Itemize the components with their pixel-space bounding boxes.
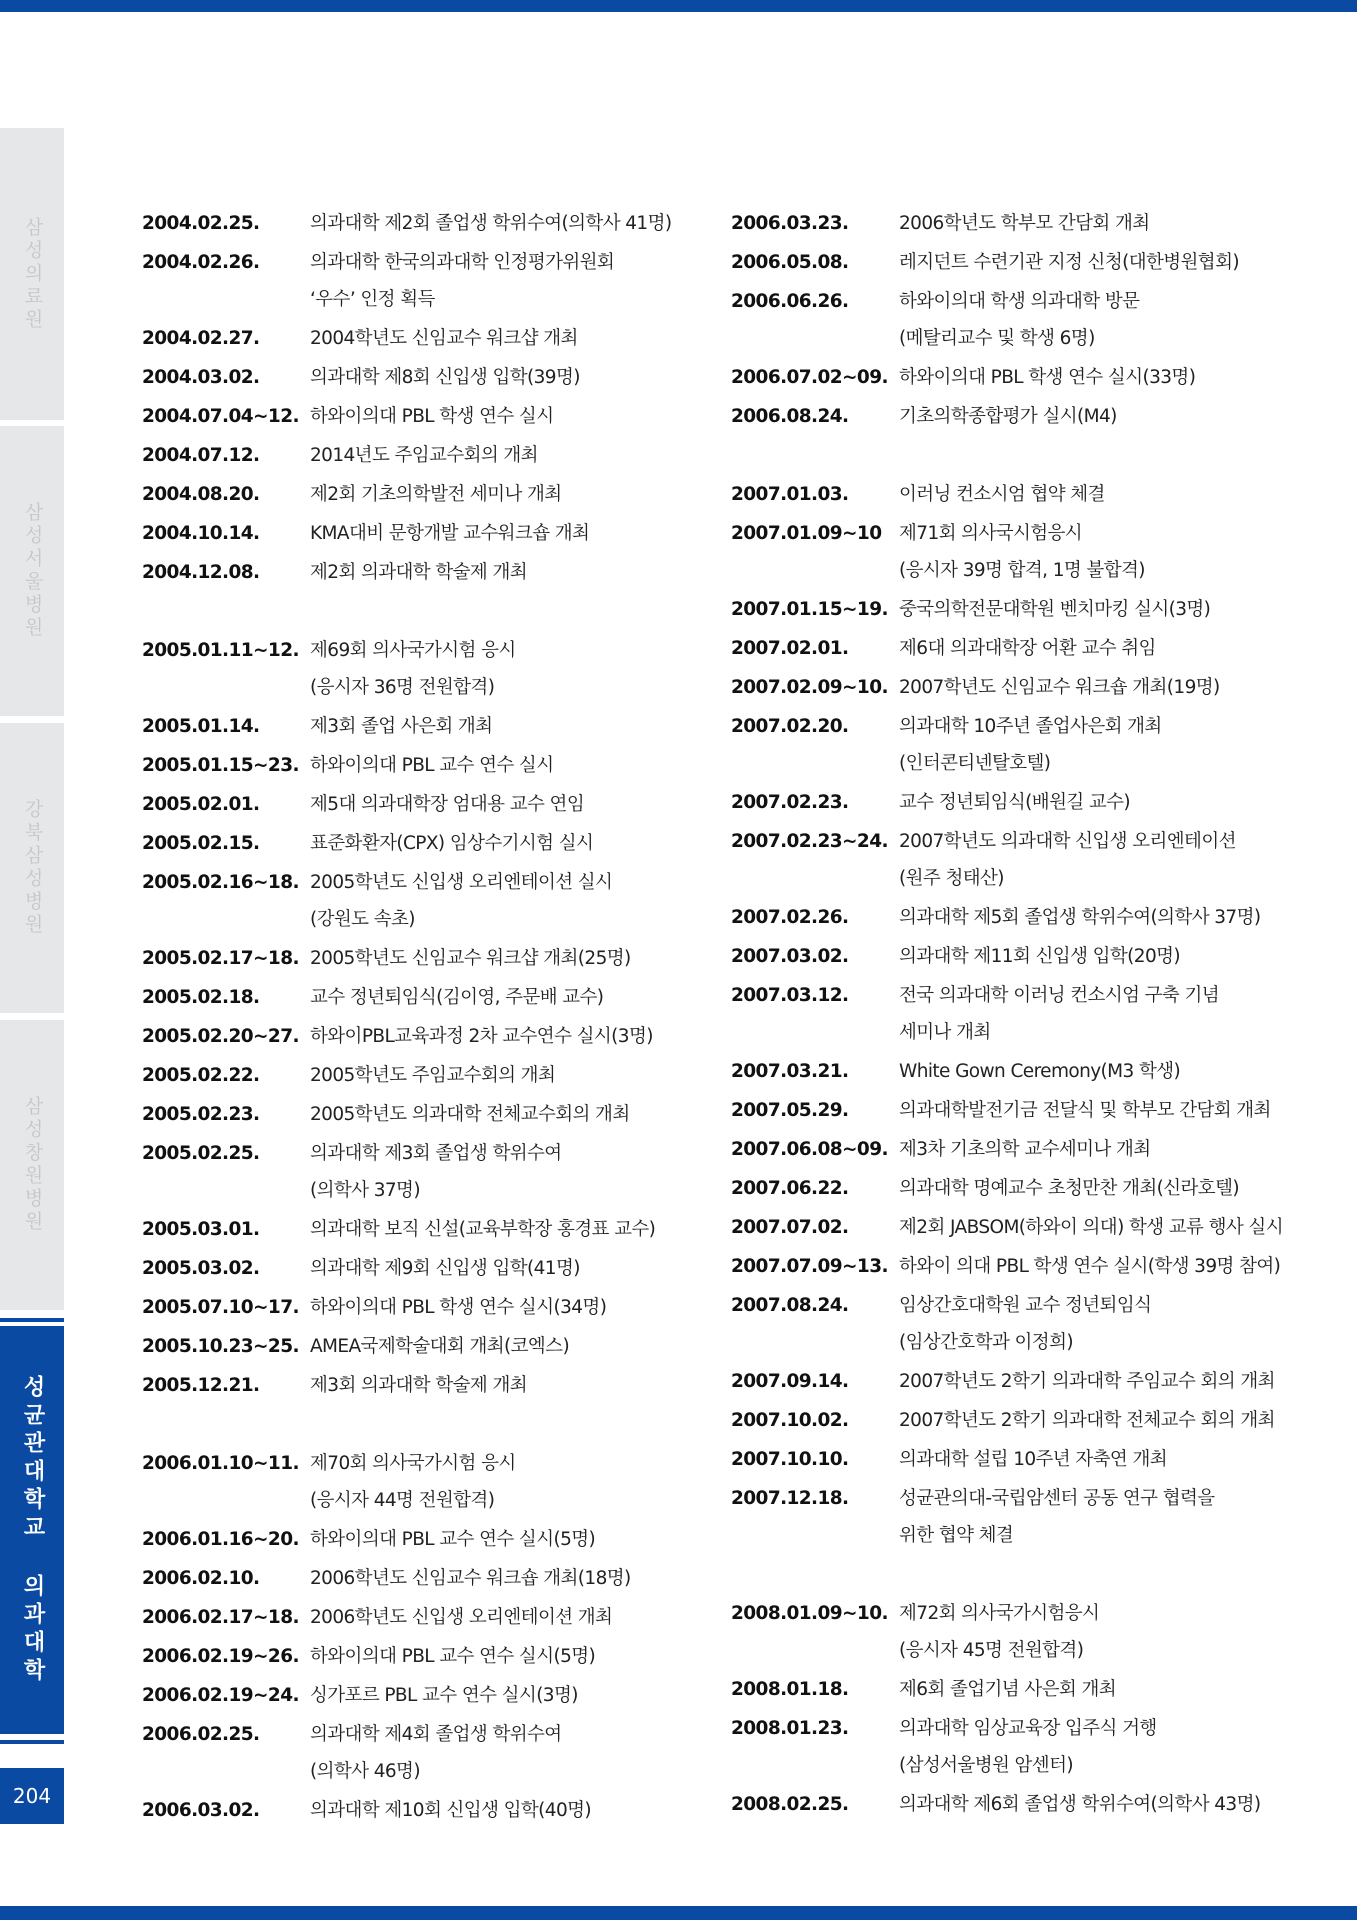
entry-description-line: 싱가포르 PBL 교수 연수 실시(3명) — [310, 1685, 578, 1706]
entry-date: 2005.02.22. — [142, 1065, 260, 1086]
entry-description-line: 2007학년도 신임교수 워크숍 개최(19명) — [899, 677, 1220, 698]
entry-date: 2005.01.14. — [142, 716, 260, 737]
entry-date: 2007.12.18. — [731, 1488, 849, 1509]
entry-description — [310, 398, 553, 435]
timeline-entry — [142, 1289, 712, 1326]
timeline-entry — [142, 244, 712, 318]
entry-description-line: 제6대 의과대학장 어환 교수 취임 — [899, 638, 1156, 659]
timeline-entry — [731, 977, 1301, 1051]
timeline-entry — [731, 1248, 1301, 1285]
active-tab-top-rule — [0, 1318, 64, 1322]
timeline-entry — [731, 1131, 1301, 1168]
entry-description-line: 제2회 JABSOM(하와이 의대) 학생 교류 행사 실시 — [899, 1217, 1283, 1238]
entry-date: 2007.07.09~13. — [731, 1256, 888, 1277]
entry-description — [899, 398, 1117, 435]
entry-description-line: KMA대비 문항개발 교수워크숍 개최 — [310, 523, 590, 544]
entry-date: 2005.12.21. — [142, 1375, 260, 1396]
entry-description — [899, 1441, 1167, 1478]
entry-description — [310, 244, 614, 318]
entry-description-line: 의과대학 제8회 신입생 입학(39명) — [310, 367, 580, 388]
entry-description-line: 교수 정년퇴임식(배원길 교수) — [899, 792, 1131, 813]
entry-date: 2008.02.25. — [731, 1794, 849, 1815]
entry-description-line: 의과대학발전기금 전달식 및 학부모 간담회 개최 — [899, 1100, 1271, 1121]
entry-description — [310, 554, 527, 591]
entry-description — [899, 899, 1260, 936]
timeline-entry — [731, 398, 1301, 435]
entry-description-line: AMEA국제학술대회 개최(코엑스) — [310, 1336, 570, 1357]
entry-description — [310, 1018, 653, 1055]
timeline-entry — [731, 708, 1301, 782]
entry-description-line: 의과대학 명예교수 초청만찬 개최(신라호텔) — [899, 1178, 1239, 1199]
entry-description-line: 하와이의대 PBL 교수 연수 실시 — [310, 755, 554, 776]
entry-description-line: 성균관의대-국립암센터 공동 연구 협력을 — [899, 1488, 1215, 1509]
entry-description-line: 의과대학 임상교육장 입주식 거행 — [899, 1718, 1157, 1739]
timeline-entry — [731, 244, 1301, 281]
entry-date: 2006.02.19~26. — [142, 1646, 299, 1667]
entry-date: 2004.02.25. — [142, 213, 260, 234]
entry-description-line: 임상간호대학원 교수 정년퇴임식 — [899, 1295, 1152, 1316]
entry-description — [899, 1170, 1239, 1207]
entry-description-line: 의과대학 제9회 신입생 입학(41명) — [310, 1258, 580, 1279]
entry-description — [899, 977, 1219, 1051]
timeline-entry — [142, 708, 712, 745]
timeline-entry — [731, 1595, 1301, 1669]
timeline-entry — [731, 938, 1301, 975]
timeline-entry — [142, 398, 712, 435]
timeline-entry — [731, 515, 1301, 589]
top-accent-bar — [0, 0, 1357, 12]
entry-description-line: (의학사 46명) — [310, 1761, 420, 1782]
entry-description-line: 2004학년도 신임교수 워크샵 개최 — [310, 328, 578, 349]
entry-description-line: 제2회 의과대학 학술제 개최 — [310, 562, 527, 583]
sidebar-tab-samsung-medical-center[interactable] — [0, 128, 64, 420]
entry-description-line: 2007학년도 2학기 의과대학 주임교수 회의 개최 — [899, 1371, 1275, 1392]
entry-description-line: 제6회 졸업기념 사은회 개최 — [899, 1679, 1116, 1700]
timeline-entry — [142, 632, 712, 706]
entry-description-line: 의과대학 제5회 졸업생 학위수여(의학사 37명) — [899, 907, 1261, 928]
entry-description-line: 2006학년도 신입생 오리엔테이션 개최 — [310, 1607, 613, 1628]
entry-description — [899, 205, 1150, 242]
entry-description — [310, 205, 671, 242]
entry-description — [899, 1209, 1283, 1246]
sidebar-tab-label: 삼성창원병원 — [21, 1096, 44, 1234]
entry-description-line: 제71회 의사국시험응시 — [899, 523, 1083, 544]
entry-description-line: 제2회 기초의학발전 세미나 개최 — [310, 484, 562, 505]
entry-description — [899, 244, 1239, 281]
entry-description — [899, 1053, 1180, 1090]
timeline-entry — [731, 1402, 1301, 1439]
entry-date: 2004.08.20. — [142, 484, 260, 505]
section-gap — [142, 1406, 712, 1445]
entry-description-line: 기초의학종합평가 실시(M4) — [899, 406, 1117, 427]
entry-description — [899, 591, 1210, 628]
entry-date: 2007.01.09~10 — [731, 523, 882, 544]
entry-description-line: (메탈리교수 및 학생 6명) — [899, 328, 1095, 349]
entry-description-line: 하와이의대 PBL 교수 연수 실시(5명) — [310, 1646, 596, 1667]
entry-description-line: 2007학년도 2학기 의과대학 전체교수 회의 개최 — [899, 1410, 1275, 1431]
entry-date: 2005.02.23. — [142, 1104, 260, 1125]
timeline-entry — [142, 1599, 712, 1636]
entry-date: 2005.02.18. — [142, 987, 260, 1008]
entry-description — [899, 1248, 1280, 1285]
entry-description-line: (응시자 44명 전원합격) — [310, 1490, 495, 1511]
entry-description-line: 중국의학전문대학원 벤치마킹 실시(3명) — [899, 599, 1211, 620]
entry-description — [310, 359, 580, 396]
entry-date: 2006.01.16~20. — [142, 1529, 299, 1550]
timeline-right-column — [731, 205, 1301, 1825]
entry-description — [899, 1363, 1275, 1400]
entry-description-line: 제3회 졸업 사은회 개최 — [310, 716, 493, 737]
timeline-entry — [142, 359, 712, 396]
entry-description-line: 하와이PBL교육과정 2차 교수연수 실시(3명) — [310, 1026, 653, 1047]
timeline-entry — [142, 747, 712, 784]
entry-description — [899, 823, 1236, 897]
entry-date: 2007.03.21. — [731, 1061, 849, 1082]
entry-description — [310, 1677, 578, 1714]
entry-date: 2006.08.24. — [731, 406, 849, 427]
sidebar-tab-samsung-changwon-hospital[interactable] — [0, 1020, 64, 1310]
timeline-entry — [142, 320, 712, 357]
entry-date: 2006.03.23. — [731, 213, 849, 234]
timeline-entry — [731, 1209, 1301, 1246]
timeline-entry — [142, 476, 712, 513]
entry-description-line: 전국 의과대학 이러닝 컨소시엄 구축 기념 — [899, 985, 1220, 1006]
entry-description-line: 2006학년도 신임교수 워크숍 개최(18명) — [310, 1568, 631, 1589]
entry-date: 2004.10.14. — [142, 523, 260, 544]
timeline-entry — [731, 1092, 1301, 1129]
entry-date: 2005.03.02. — [142, 1258, 260, 1279]
timeline-entry — [731, 1363, 1301, 1400]
timeline-entry — [731, 669, 1301, 706]
timeline-entry — [731, 630, 1301, 667]
entry-date: 2006.02.25. — [142, 1724, 260, 1745]
timeline-entry — [142, 940, 712, 977]
timeline-entry — [142, 1638, 712, 1675]
timeline-entry — [142, 1560, 712, 1597]
timeline-entry — [731, 283, 1301, 357]
entry-date: 2008.01.23. — [731, 1718, 849, 1739]
entry-description — [310, 940, 631, 977]
entry-date: 2006.05.08. — [731, 252, 849, 273]
timeline-entry — [142, 1135, 712, 1209]
entry-description — [310, 1096, 630, 1133]
sidebar-tab-skku-medicine[interactable] — [0, 1326, 64, 1734]
timeline-entry — [142, 1792, 712, 1829]
timeline-entry — [142, 1328, 712, 1365]
timeline-entry — [731, 1287, 1301, 1361]
sidebar-tab-samsung-seoul-hospital[interactable] — [0, 426, 64, 716]
entry-description — [310, 1599, 612, 1636]
entry-description-line: 의과대학 제6회 졸업생 학위수여(의학사 43명) — [899, 1794, 1261, 1815]
entry-description-line: 세미나 개최 — [899, 1022, 991, 1043]
entry-description-line: (임상간호학과 이정희) — [899, 1332, 1073, 1353]
entry-date: 2007.02.20. — [731, 716, 849, 737]
entry-date: 2006.02.19~24. — [142, 1685, 299, 1706]
entry-date: 2007.02.26. — [731, 907, 849, 928]
timeline-entry — [142, 1096, 712, 1133]
entry-description — [310, 437, 538, 474]
entry-description — [899, 1671, 1116, 1708]
entry-description — [310, 476, 562, 513]
timeline-entry — [731, 205, 1301, 242]
entry-date: 2007.08.24. — [731, 1295, 849, 1316]
bottom-accent-bar — [0, 1906, 1357, 1920]
entry-description — [310, 1135, 562, 1209]
timeline-entry — [142, 1716, 712, 1790]
timeline-entry — [731, 899, 1301, 936]
entry-description — [310, 1367, 527, 1404]
entry-description-line: ‘우수’ 인정 획득 — [310, 289, 435, 310]
entry-date: 2005.02.17~18. — [142, 948, 299, 969]
entry-description-line: 의과대학 제2회 졸업생 학위수여(의학사 41명) — [310, 213, 672, 234]
entry-date: 2007.06.22. — [731, 1178, 849, 1199]
timeline-entry — [142, 1211, 712, 1248]
entry-date: 2007.05.29. — [731, 1100, 849, 1121]
timeline-entry — [142, 205, 712, 242]
entry-description-line: (의학사 37명) — [310, 1180, 420, 1201]
entry-date: 2007.03.02. — [731, 946, 849, 967]
entry-description — [310, 320, 578, 357]
entry-description — [899, 1480, 1215, 1554]
entry-description — [310, 1560, 631, 1597]
entry-date: 2007.10.02. — [731, 1410, 849, 1431]
entry-description-line: 2014년도 주임교수회의 개최 — [310, 445, 538, 466]
entry-description — [310, 786, 584, 823]
timeline-entry — [142, 437, 712, 474]
entry-description-line: 제72회 의사국가시험응시 — [899, 1603, 1100, 1624]
entry-description — [310, 747, 553, 784]
sidebar-tab-label: 성균관대학교 의과대학 — [20, 1374, 45, 1686]
active-tab-bottom-rule — [0, 1740, 64, 1744]
entry-description — [310, 1792, 591, 1829]
timeline-entry — [142, 1367, 712, 1404]
entry-description — [310, 979, 603, 1016]
timeline-entry — [731, 1671, 1301, 1708]
timeline-entry — [731, 1480, 1301, 1554]
sidebar-tab-kangbuk-samsung-hospital[interactable] — [0, 723, 64, 1013]
entry-description-line: 의과대학 제3회 졸업생 학위수여 — [310, 1143, 562, 1164]
sidebar-tab-label: 삼성서울병원 — [21, 502, 44, 640]
entry-date: 2007.03.12. — [731, 985, 849, 1006]
entry-date: 2005.02.20~27. — [142, 1026, 299, 1047]
section-gap — [731, 437, 1301, 476]
timeline-entry — [142, 1677, 712, 1714]
entry-description-line: (강원도 속초) — [310, 909, 415, 930]
entry-description-line: (응시자 39명 합격, 1명 불합격) — [899, 560, 1145, 581]
entry-date: 2004.12.08. — [142, 562, 260, 583]
entry-description-line: 의과대학 10주년 졸업사은회 개최 — [899, 716, 1162, 737]
entry-date: 2006.01.10~11. — [142, 1453, 299, 1474]
entry-date: 2007.10.10. — [731, 1449, 849, 1470]
entry-description-line: 레지던트 수련기관 지정 신청(대한병원협회) — [899, 252, 1239, 273]
entry-description — [310, 1289, 606, 1326]
entry-description — [899, 669, 1220, 706]
page-number: 204 — [0, 1768, 64, 1824]
entry-description — [899, 630, 1156, 667]
entry-description-line: 의과대학 제4회 졸업생 학위수여 — [310, 1724, 562, 1745]
timeline-entry — [142, 825, 712, 862]
entry-description — [310, 632, 516, 706]
entry-description — [310, 1638, 595, 1675]
entry-description — [899, 1131, 1151, 1168]
entry-date: 2004.07.12. — [142, 445, 260, 466]
entry-date: 2007.01.15~19. — [731, 599, 888, 620]
entry-description — [899, 1402, 1275, 1439]
entry-description — [310, 1521, 595, 1558]
entry-date: 2005.01.11~12. — [142, 640, 299, 661]
entry-date: 2007.09.14. — [731, 1371, 849, 1392]
timeline-entry — [731, 359, 1301, 396]
entry-description — [899, 359, 1195, 396]
entry-description-line: 의과대학 제11회 신입생 입학(20명) — [899, 946, 1181, 967]
timeline-entry — [142, 1521, 712, 1558]
entry-description-line: 제70회 의사국가시험 응시 — [310, 1453, 516, 1474]
entry-description — [310, 1445, 516, 1519]
timeline-entry — [731, 476, 1301, 513]
entry-description-line: 표준화환자(CPX) 임상수기시험 실시 — [310, 833, 594, 854]
timeline-entry — [142, 515, 712, 552]
entry-description-line: 2005학년도 주임교수회의 개최 — [310, 1065, 556, 1086]
timeline-entry — [731, 1170, 1301, 1207]
entry-description — [899, 476, 1105, 513]
timeline-entry — [142, 1445, 712, 1519]
entry-description-line: 의과대학 제10회 신입생 입학(40명) — [310, 1800, 592, 1821]
entry-date: 2007.06.08~09. — [731, 1139, 888, 1160]
timeline-entry — [142, 1250, 712, 1287]
timeline-entry — [142, 786, 712, 823]
entry-date: 2007.02.09~10. — [731, 677, 888, 698]
entry-description — [310, 1328, 569, 1365]
entry-date: 2005.02.16~18. — [142, 872, 299, 893]
timeline-entry — [731, 823, 1301, 897]
entry-description-line: 2005학년도 신입생 오리엔테이션 실시 — [310, 872, 613, 893]
entry-description — [899, 1287, 1151, 1361]
timeline-entry — [731, 784, 1301, 821]
entry-description — [899, 1595, 1099, 1669]
entry-description-line: 2005학년도 신임교수 워크샵 개최(25명) — [310, 948, 631, 969]
entry-date: 2006.07.02~09. — [731, 367, 888, 388]
entry-description-line: 2006학년도 학부모 간담회 개최 — [899, 213, 1150, 234]
entry-date: 2005.02.15. — [142, 833, 260, 854]
entry-description-line: (응시자 45명 전원합격) — [899, 1640, 1084, 1661]
entry-description-line: 하와이 의대 PBL 학생 연수 실시(학생 39명 참여) — [899, 1256, 1281, 1277]
entry-description-line: 제3회 의과대학 학술제 개최 — [310, 1375, 527, 1396]
sidebar-tab-label: 강북삼성병원 — [21, 799, 44, 937]
entry-description — [899, 1092, 1271, 1129]
entry-date: 2005.03.01. — [142, 1219, 260, 1240]
entry-date: 2006.03.02. — [142, 1800, 260, 1821]
entry-date: 2008.01.18. — [731, 1679, 849, 1700]
entry-description — [310, 708, 492, 745]
entry-date: 2005.10.23~25. — [142, 1336, 299, 1357]
entry-description-line: 2005학년도 의과대학 전체교수회의 개최 — [310, 1104, 630, 1125]
entry-description — [899, 1710, 1157, 1784]
entry-date: 2005.02.01. — [142, 794, 260, 815]
entry-date: 2005.02.25. — [142, 1143, 260, 1164]
entry-date: 2007.02.01. — [731, 638, 849, 659]
entry-description-line: 제69회 의사국가시험 응시 — [310, 640, 516, 661]
entry-description — [899, 784, 1130, 821]
timeline-entry — [731, 1441, 1301, 1478]
entry-description-line: 제5대 의과대학장 엄대용 교수 연임 — [310, 794, 585, 815]
entry-description — [899, 515, 1145, 589]
section-gap — [731, 1556, 1301, 1595]
entry-description-line: 하와이의대 PBL 교수 연수 실시(5명) — [310, 1529, 596, 1550]
entry-description-line: (인터콘티넨탈호텔) — [899, 753, 1051, 774]
entry-description-line: 의과대학 보직 신설(교육부학장 홍경표 교수) — [310, 1219, 656, 1240]
entry-description — [310, 515, 589, 552]
entry-date: 2005.07.10~17. — [142, 1297, 299, 1318]
timeline-entry — [142, 1018, 712, 1055]
entry-date: 2004.02.26. — [142, 252, 260, 273]
entry-description-line: 교수 정년퇴임식(김이영, 주문배 교수) — [310, 987, 604, 1008]
timeline-entry — [142, 554, 712, 591]
entry-description — [899, 938, 1180, 975]
timeline-entry — [142, 864, 712, 938]
entry-description — [899, 708, 1162, 782]
entry-description-line: 이러닝 컨소시엄 협약 체결 — [899, 484, 1105, 505]
entry-description — [310, 825, 593, 862]
entry-date: 2004.02.27. — [142, 328, 260, 349]
entry-description — [310, 1716, 562, 1790]
sidebar-tab-label: 삼성의료원 — [21, 216, 44, 332]
entry-date: 2007.02.23. — [731, 792, 849, 813]
entry-description-line: White Gown Ceremony(M3 학생) — [899, 1061, 1181, 1082]
entry-description — [310, 1211, 655, 1248]
entry-description-line: 2007학년도 의과대학 신입생 오리엔테이션 — [899, 831, 1236, 852]
entry-date: 2007.02.23~24. — [731, 831, 888, 852]
entry-description-line: 의과대학 설립 10주년 자축연 개최 — [899, 1449, 1167, 1470]
entry-description-line: 제3차 기초의학 교수세미나 개최 — [899, 1139, 1151, 1160]
entry-description-line: 하와이의대 PBL 학생 연수 실시(33명) — [899, 367, 1196, 388]
entry-description — [310, 1250, 580, 1287]
entry-description-line: 의과대학 한국의과대학 인정평가위원회 — [310, 252, 615, 273]
entry-description-line: 하와이의대 PBL 학생 연수 실시 — [310, 406, 554, 427]
entry-date: 2008.01.09~10. — [731, 1603, 888, 1624]
entry-date: 2007.07.02. — [731, 1217, 849, 1238]
entry-description — [899, 283, 1139, 357]
entry-description — [310, 1057, 555, 1094]
entry-description-line: (원주 청태산) — [899, 868, 1004, 889]
entry-date: 2006.02.17~18. — [142, 1607, 299, 1628]
entry-date: 2006.02.10. — [142, 1568, 260, 1589]
entry-date: 2006.06.26. — [731, 291, 849, 312]
timeline-entry — [142, 979, 712, 1016]
section-gap — [142, 593, 712, 632]
entry-description-line: (응시자 36명 전원합격) — [310, 677, 495, 698]
timeline-entry — [731, 1786, 1301, 1823]
entry-date: 2007.01.03. — [731, 484, 849, 505]
entry-description-line: 위한 협약 체결 — [899, 1525, 1014, 1546]
timeline-entry — [731, 1710, 1301, 1784]
entry-date: 2004.07.04~12. — [142, 406, 299, 427]
entry-description — [899, 1786, 1260, 1823]
entry-description-line: (삼성서울병원 암센터) — [899, 1755, 1073, 1776]
entry-date: 2005.01.15~23. — [142, 755, 299, 776]
timeline-entry — [142, 1057, 712, 1094]
entry-description-line: 하와이의대 학생 의과대학 방문 — [899, 291, 1140, 312]
timeline-left-column — [142, 205, 712, 1831]
timeline-entry — [731, 1053, 1301, 1090]
entry-description — [310, 864, 612, 938]
entry-description-line: 하와이의대 PBL 학생 연수 실시(34명) — [310, 1297, 607, 1318]
timeline-entry — [731, 591, 1301, 628]
entry-date: 2004.03.02. — [142, 367, 260, 388]
